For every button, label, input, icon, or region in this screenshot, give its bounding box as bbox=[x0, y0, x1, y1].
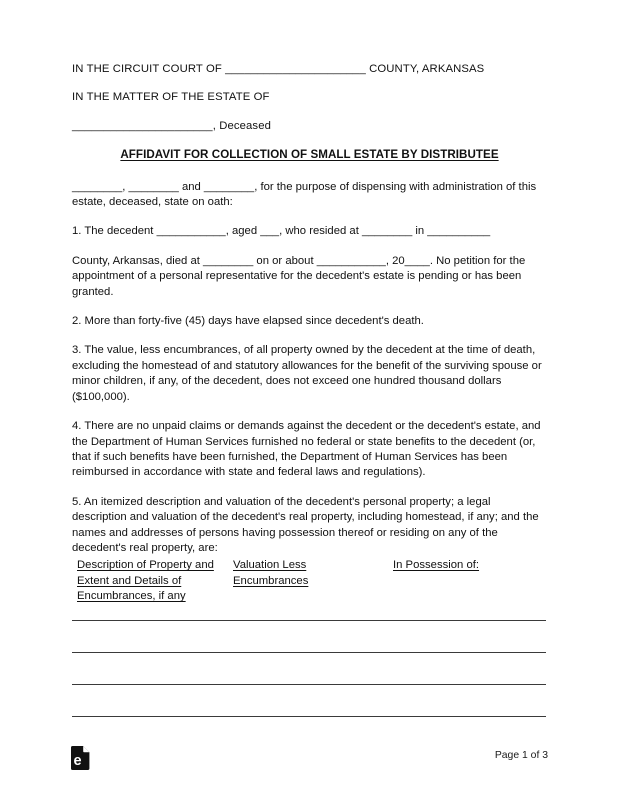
page-footer bbox=[0, 742, 618, 776]
page-number-label: Page 1 of 3 bbox=[494, 750, 548, 761]
paragraph-5: 5. An itemized description and valuation of the decedent's personal property; a legal description and valuation of the decedent's real property, including homestead, if any; and the names and addresses of persons having possession thereof or residing on any of the decedent's real property, are: bbox=[72, 495, 542, 554]
answer-line-3[interactable] bbox=[72, 684, 546, 685]
table-column-header-description bbox=[77, 558, 227, 605]
table-column-header-valuation bbox=[233, 558, 383, 589]
answer-lines-group bbox=[72, 620, 546, 717]
document-body bbox=[72, 62, 547, 556]
paragraph-1b: County, Arkansas, died at ________ on or about ___________, 20____. No petition for the appointment of a personal representative for the decedent's estate is pending or has been granted. bbox=[72, 254, 529, 298]
answer-line-1[interactable] bbox=[72, 620, 546, 621]
caption-matter-line: IN THE MATTER OF THE ESTATE OF bbox=[72, 91, 270, 104]
eforms-document-logo-icon bbox=[71, 746, 90, 770]
property-table-headers bbox=[72, 558, 547, 610]
svg-text:e: e bbox=[73, 753, 82, 770]
paragraph-3: 3. The value, less encumbrances, of all property owned by the decedent at the time of death, excluding the homestead of and statutory allowances for the benefit of the surviving spouse or minor children, if any, of the decedent, does not exceed one hundred thousand dollars ($100,000). bbox=[72, 344, 545, 403]
paragraph-2: 2. More than forty-five (45) days have elapsed since decedent's death. bbox=[72, 315, 424, 328]
table-column-header-possession-label: In Possession of: bbox=[393, 559, 480, 571]
page-title: AFFIDAVIT FOR COLLECTION OF SMALL ESTATE BY DISTRIBUTEE bbox=[120, 148, 499, 162]
table-column-header-description-label: Description of Property and Extent and Details of Encumbrances, if any bbox=[77, 559, 214, 603]
caption-court-line: IN THE CIRCUIT COURT OF ______________________ COUNTY, ARKANSAS bbox=[72, 63, 485, 75]
table-column-header-possession bbox=[393, 558, 553, 574]
paragraph-1a: 1. The decedent ___________, aged ___, who resided at ________ in __________ bbox=[72, 225, 491, 238]
preamble-paragraph: ________, ________ and ________, for the purpose of dispensing with administration of this estate, deceased, state on oath: bbox=[72, 180, 540, 209]
paragraph-4: 4. There are no unpaid claims or demands against the decedent or the decedent's estate, and the Department of Human Services furnished no federal or state benefits to the decedent (or, that if such benefits have been furnished, the Department of Human Services has been reimbursed in accordance with state and federal laws and regulations). bbox=[72, 420, 544, 479]
answer-line-2[interactable] bbox=[72, 652, 546, 653]
caption-decedent-line: ______________________, Deceased bbox=[72, 119, 271, 132]
table-column-header-valuation-label: Valuation Less Encumbrances bbox=[233, 559, 309, 587]
answer-line-4[interactable] bbox=[72, 716, 546, 717]
